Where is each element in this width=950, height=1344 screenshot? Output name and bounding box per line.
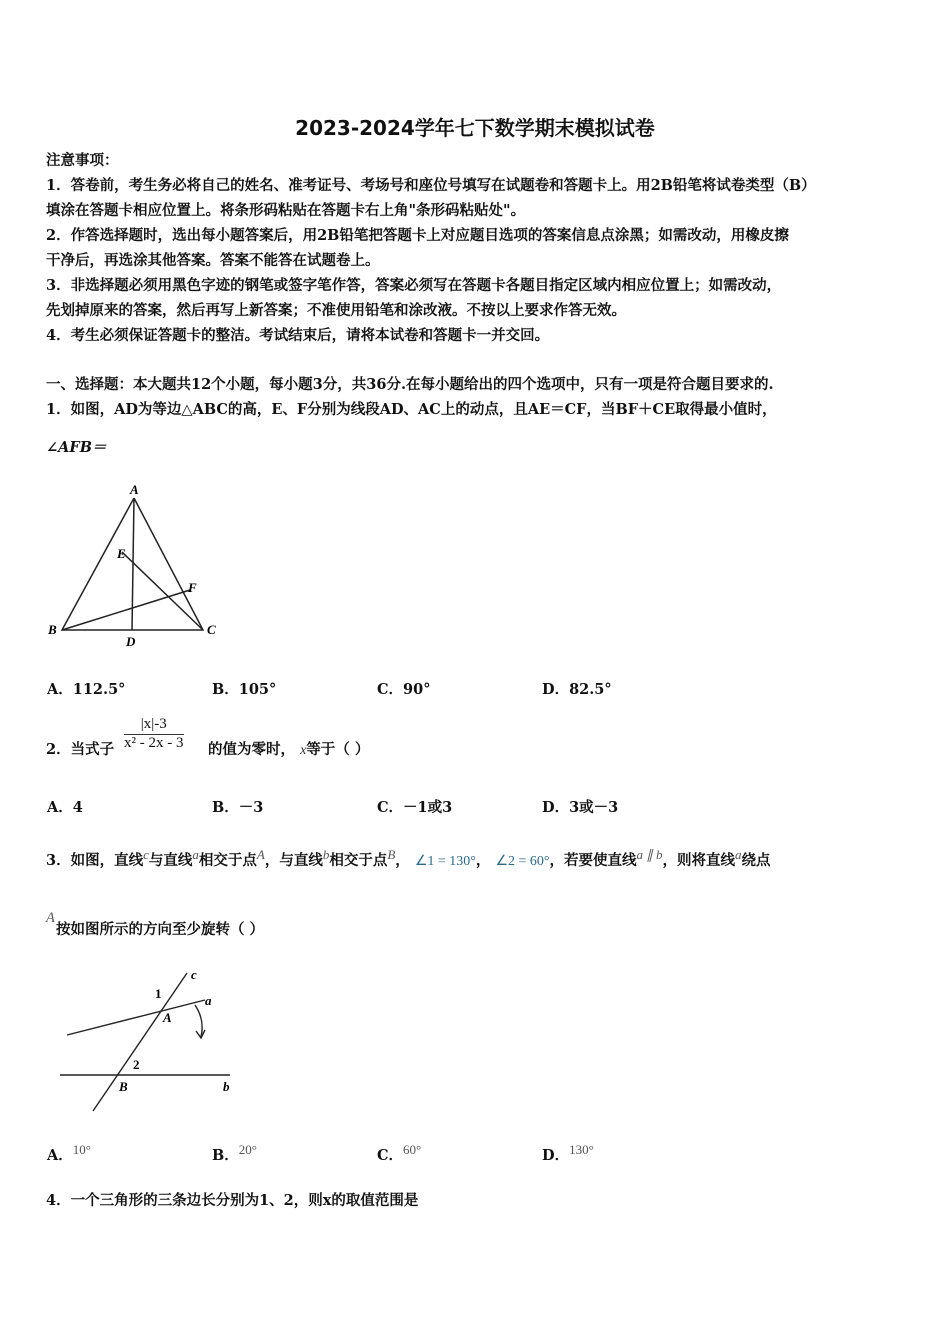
q3-text: 3．如图，直线c与直线a相交于点A，与直线b相交于点B， ∠1 = 130°， ∠2 = 60°，若要使直线a ∥ b，则将直线a绕点 (46, 847, 771, 869)
q2-suffix2: 等于（ ） (306, 741, 370, 758)
svg-text:b: b (223, 1079, 230, 1094)
svg-text:A: A (163, 1010, 172, 1025)
q2-option-c[interactable]: C．－1或3 (377, 799, 453, 816)
q3-text-2: 按如图所示的方向至少旋转（ ） (56, 921, 265, 938)
label-E: E (117, 546, 126, 561)
label-B: B (48, 622, 57, 637)
q2-prefix: 2．当式子 (46, 741, 115, 758)
svg-text:B: B (119, 1079, 128, 1094)
q4-text: 4．一个三角形的三条边长分别为1、2，则x的取值范围是 (46, 1192, 419, 1209)
q3-option-b[interactable]: B．20° (212, 1142, 257, 1164)
svg-text:a: a (205, 993, 212, 1008)
note-line: 2．作答选择题时，选出每小题答案后，用2B铅笔把答题卡上对应题目选项的答案信息点涂黑；如需改动，用橡皮擦 (46, 227, 789, 244)
label-F: F (188, 580, 197, 595)
q3-option-c[interactable]: C．60° (377, 1142, 422, 1164)
note-line: 填涂在答题卡相应位置上。将条形码粘贴在答题卡右上角"条形码粘贴处"。 (46, 202, 526, 219)
label-D: D (126, 634, 136, 649)
note-line: 1．答卷前，考生务必将自己的姓名、准考证号、考场号和座位号填写在试题卷和答题卡上。用2B铅笔将试卷类型（B） (46, 177, 816, 194)
page-title: 2023-2024学年七下数学期末模拟试卷 (295, 116, 655, 140)
q2-var: x (300, 743, 307, 758)
q2-denominator: x² - 2x - 3 (124, 735, 184, 751)
q1-option-b[interactable]: B．105° (212, 681, 277, 698)
q3-point-A: A (46, 910, 55, 926)
q1-text-2: ∠AFB＝ (46, 439, 107, 456)
q2-option-b[interactable]: B．－3 (212, 799, 264, 816)
angle1: ∠1 = 130° (414, 854, 476, 869)
note-line: 4．考生必须保证答题卡的整洁。考试结束后，请将本试卷和答题卡一并交回。 (46, 327, 550, 344)
notes-heading: 注意事项： (46, 152, 119, 169)
q3-lines-figure (55, 965, 245, 1115)
note-line: 干净后，再选涂其他答案。答案不能答在试题卷上。 (46, 252, 380, 269)
label-A: A (130, 482, 139, 497)
q1-option-c[interactable]: C．90° (377, 681, 431, 698)
label-C: C (207, 622, 216, 637)
q1-text: 1．如图，AD为等边△ABC的高，E、F分别为线段AD、AC上的动点，且AE＝CF，当BF＋CE取得最小值时， (46, 401, 777, 418)
q2-suffix: 的值为零时， (208, 741, 295, 758)
angle2: ∠2 = 60° (495, 854, 550, 869)
q1-option-d[interactable]: D．82.5° (542, 681, 612, 698)
q3-option-a[interactable]: A．10° (47, 1142, 91, 1164)
q3-option-d[interactable]: D．130° (542, 1142, 594, 1164)
note-line: 先划掉原来的答案，然后再写上新答案；不准使用铅笔和涂改液。不按以上要求作答无效。 (46, 302, 626, 319)
q1-option-a[interactable]: A．112.5° (47, 681, 126, 698)
note-line: 3．非选择题必须用黑色字迹的钢笔或签字笔作答，答案必须写在答题卡各题目指定区域内相应位置上；如需改动， (46, 277, 782, 294)
q2-numerator: |x|-3 (124, 716, 184, 735)
q1-triangle-figure (40, 480, 240, 650)
svg-text:1: 1 (155, 986, 162, 1001)
svg-text:2: 2 (133, 1057, 140, 1072)
q2-option-a[interactable]: A．4 (47, 799, 83, 816)
q2-option-d[interactable]: D．3或－3 (542, 799, 619, 816)
section-heading: 一、选择题：本大题共12个小题，每小题3分，共36分.在每小题给出的四个选项中，只有一项是符合题目要求的. (46, 376, 774, 393)
svg-text:c: c (191, 967, 197, 982)
q2-fraction (124, 716, 184, 752)
